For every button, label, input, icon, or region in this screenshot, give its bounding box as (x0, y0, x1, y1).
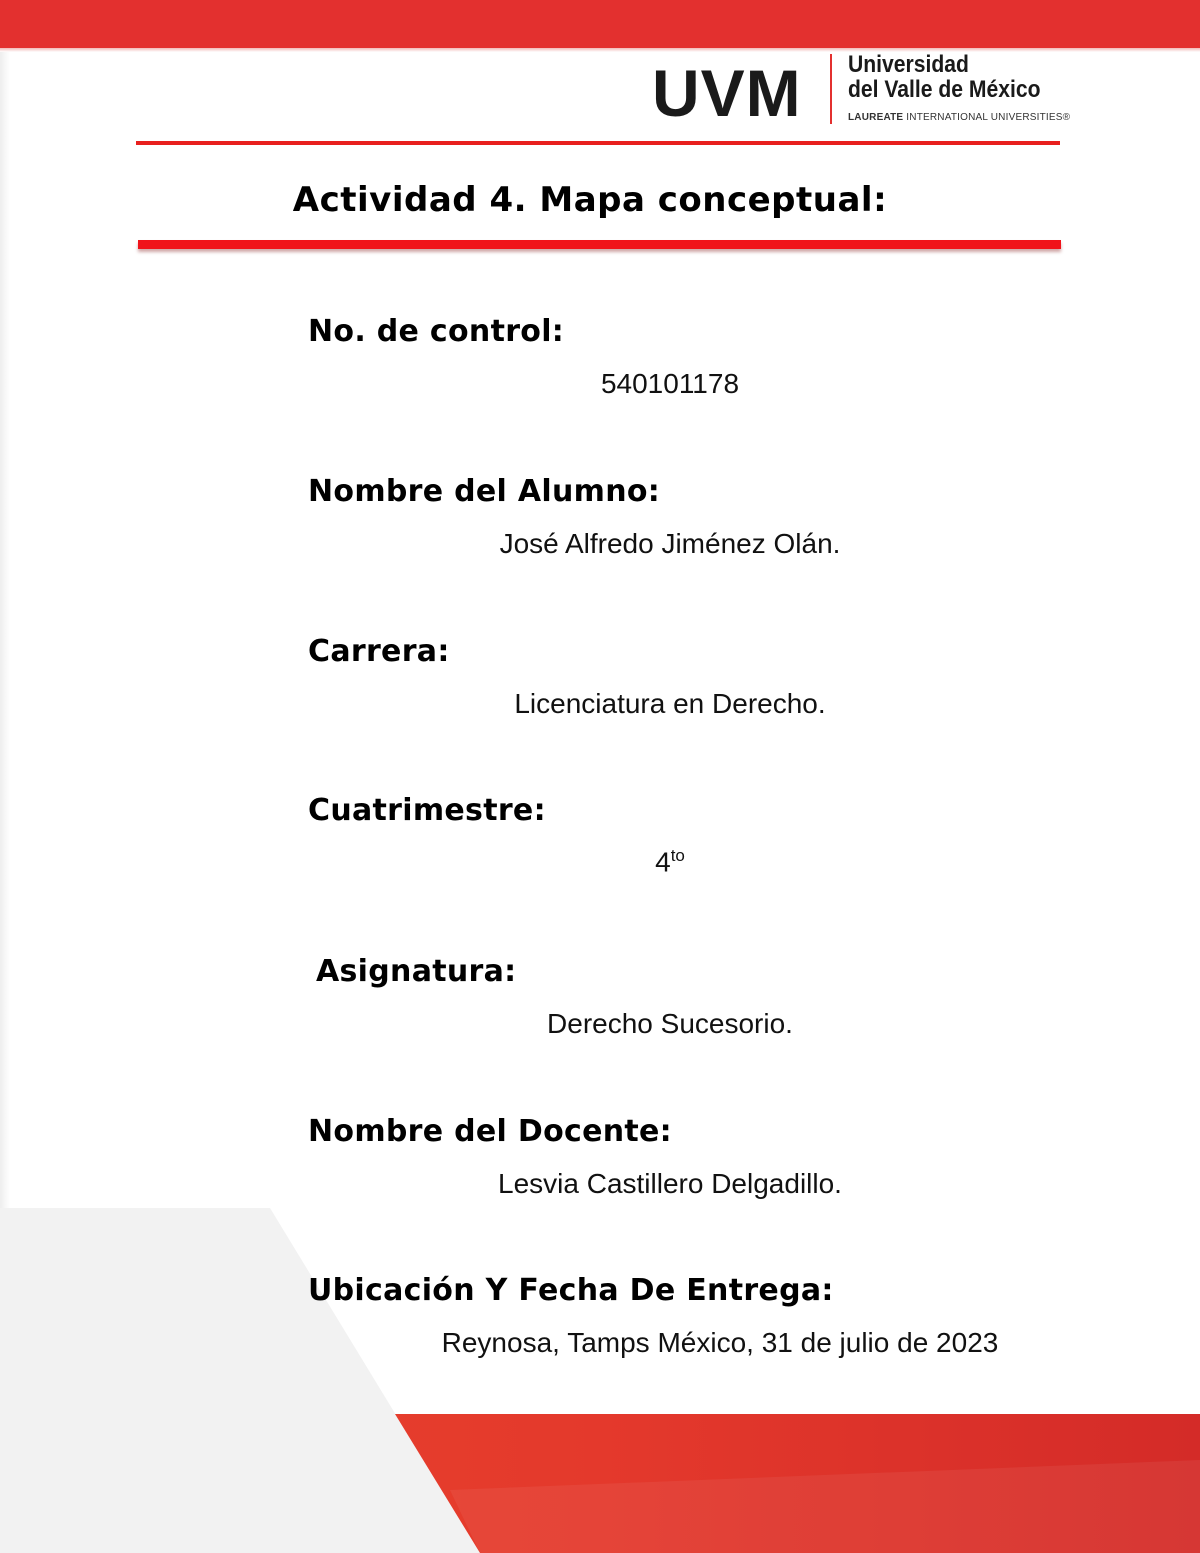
field-value-ubicacion: Reynosa, Tamps México, 31 de julio de 2023 (441, 1327, 999, 1358)
cuatrimestre-suffix: to (670, 846, 685, 865)
cuatrimestre-number: 4 (655, 846, 671, 878)
uvm-logo-mark: UVM (652, 56, 802, 130)
field-label-alumno: Nombre del Alumno: (308, 474, 661, 509)
field-label-docente: Nombre del Docente: (308, 1114, 672, 1149)
logo-sub-bold: LAUREATE (848, 112, 904, 123)
logo-name-line2: del Valle de México (848, 76, 1041, 103)
field-value-carrera: Licenciatura en Derecho. (514, 688, 826, 719)
uvm-logo (652, 51, 1071, 130)
field-label-carrera: Carrera: (308, 634, 450, 669)
logo-university-name (848, 52, 1041, 102)
logo-name-line1: Universidad (848, 51, 969, 78)
logo-sub-rest: INTERNATIONAL UNIVERSITIES® (903, 112, 1071, 123)
field-value-alumno: José Alfredo Jiménez Olán. (499, 528, 841, 559)
field-label-asignatura: Asignatura: (316, 954, 517, 989)
logo-divider (830, 54, 832, 124)
field-value-docente: Lesvia Castillero Delgadillo. (498, 1168, 842, 1199)
field-label-cuatrimestre: Cuatrimestre: (308, 793, 546, 828)
title-rule-bottom (138, 240, 1061, 249)
field-value-cuatrimestre (308, 846, 1032, 878)
field-label-ubicacion: Ubicación Y Fecha De Entrega: (308, 1273, 834, 1308)
page-title: Actividad 4. Mapa conceptual: (292, 180, 888, 220)
logo-laureate-tagline (848, 112, 1070, 123)
top-red-band (0, 0, 1200, 48)
field-label-control: No. de control: (308, 314, 565, 349)
title-rule-top (136, 141, 1060, 145)
field-value-asignatura: Derecho Sucesorio. (547, 1008, 793, 1039)
field-value-control: 540101178 (600, 368, 740, 399)
